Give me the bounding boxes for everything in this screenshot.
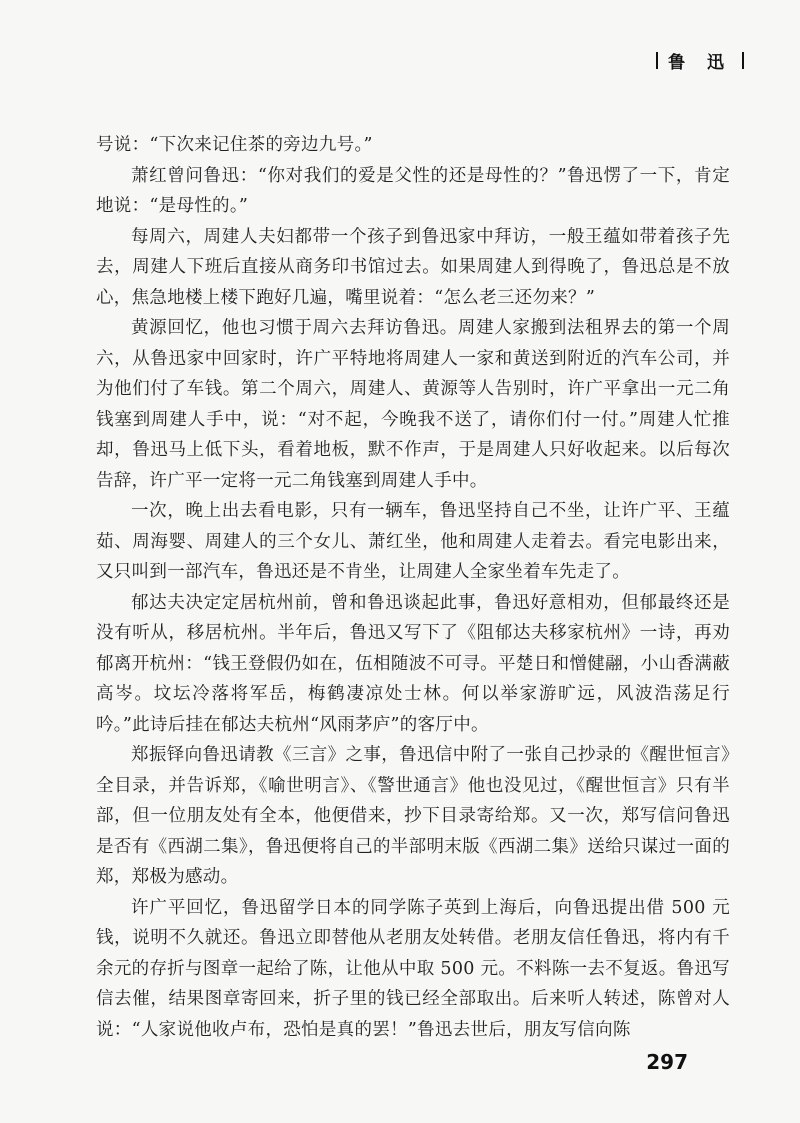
header-title: 鲁 迅 bbox=[668, 53, 732, 73]
paragraph: 每周六，周建人夫妇都带一个孩子到鲁迅家中拜访，一般王蕴如带着孩子先去，周建人下班后直接从商务印书馆过去。如果周建人到得晚了，鲁迅总是不放心，焦急地楼上楼下跑好几遍，嘴里说着：“怎么老三还勿来？” bbox=[96, 226, 730, 308]
running-header bbox=[656, 48, 744, 73]
paragraph: 郁达夫决定定居杭州前，曾和鲁迅谈起此事，鲁迅好意相劝，但郁最终还是没有听从，移居杭州。半年后，鲁迅又写下了《阻郁达夫移家杭州》一诗，再劝郁离开杭州：“钱王登假仍如在，伍相随波不可寻。平楚日和憎健翮，小山香满蔽高岑。坟坛冷落将军岳，梅鹤凄凉处士林。何以举家游旷远，风波浩荡足行吟。”此诗后挂在郁达夫杭州“风雨茅庐”的客厅中。 bbox=[96, 592, 730, 735]
body-text bbox=[96, 130, 730, 1045]
header-right-rule bbox=[742, 52, 744, 69]
paragraph: 黄源回忆，他也习惯于周六去拜访鲁迅。周建人家搬到法租界去的第一个周六，从鲁迅家中回家时，许广平特地将周建人一家和黄送到附近的汽车公司，并为他们付了车钱。第二个周六，周建人、黄源等人告别时，许广平拿出一元二角钱塞到周建人手中，说：“对不起，今晚我不送了，请你们付一付。”周建人忙推却，鲁迅马上低下头，看着地板，默不作声，于是周建人只好收起来。以后每次告辞，许广平一定将一元二角钱塞到周建人手中。 bbox=[96, 318, 730, 491]
paragraph-continuation: 号说：“下次来记住茶的旁边九号。” bbox=[96, 135, 373, 155]
paragraph: 许广平回忆，鲁迅留学日本的同学陈子英到上海后，向鲁迅提出借 500 元钱，说明不久就还。鲁迅立即替他从老朋友处转借。老朋友信任鲁迅，将内有千余元的存折与图章一起给了陈，让他从中取 500 元。不料陈一去不复返。鲁迅写信去催，结果图章寄回来，折子里的钱已经全部取出。后来听人转述，陈曾对人说：“人家说他收卢布，恐怕是真的罢！”鲁迅去世后，朋友写信向陈 bbox=[96, 897, 730, 1040]
page-number: 297 bbox=[646, 1050, 688, 1074]
paragraph: 郑振铎向鲁迅请教《三言》之事，鲁迅信中附了一张自己抄录的《醒世恒言》全目录，并告诉郑，《喻世明言》、《警世通言》他也没见过，《醒世恒言》只有半部，但一位朋友处有全本，他便借来，抄下目录寄给郑。又一次，郑写信问鲁迅是否有《西湖二集》，鲁迅便将自己的半部明末版《西湖二集》送给只谋过一面的郑，郑极为感动。 bbox=[96, 745, 730, 887]
paragraph: 一次，晚上出去看电影，只有一辆车，鲁迅坚持自己不坐，让许广平、王蕴茹、周海婴、周建人的三个女儿、萧红坐，他和周建人走着去。看完电影出来，又只叫到一部汽车，鲁迅还是不肯坐，让周建人全家坐着车先走了。 bbox=[96, 501, 730, 582]
paragraph: 萧红曾问鲁迅：“你对我们的爱是父性的还是母性的？”鲁迅愣了一下，肯定地说：“是母性的。” bbox=[96, 165, 730, 216]
header-left-rule bbox=[656, 52, 658, 69]
